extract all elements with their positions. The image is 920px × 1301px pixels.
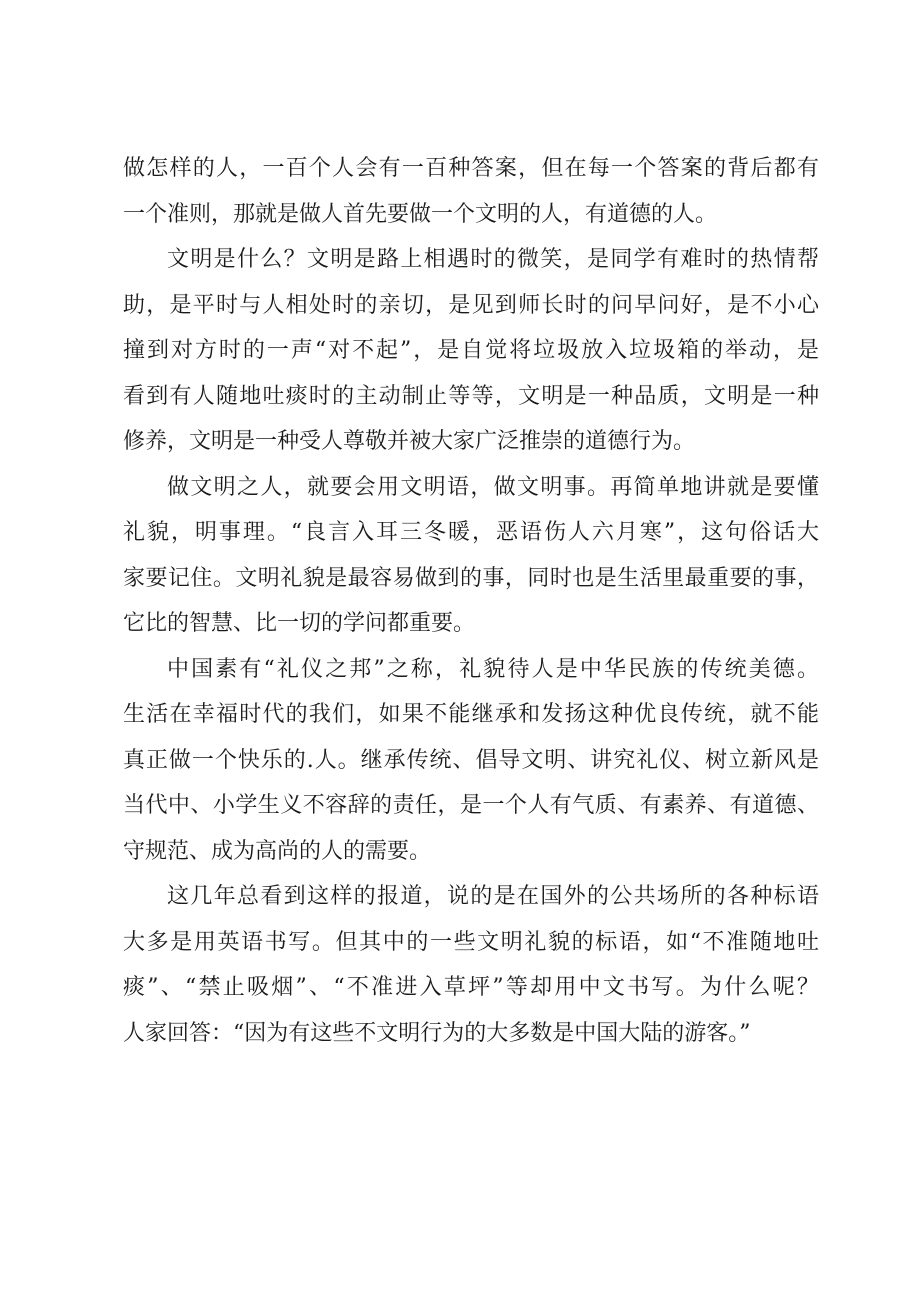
text-line: 文明是什么？文明是路上相遇时的微笑，是同学有难时的热情帮 — [167, 247, 819, 272]
text-line: 中国素有“礼仪之邦”之称，礼貌待人是中华民族的传统美德。 — [167, 656, 819, 682]
text-line: 大多是用英语书写。但其中的一些文明礼貌的标语，如“不准随地吐 — [123, 929, 819, 955]
paragraph-5 — [123, 874, 819, 1056]
text-line: 痰”、“禁止吸烟”、“不准进入草坪”等却用中文书写。为什么呢？ — [123, 975, 819, 1000]
paragraph-1 — [123, 146, 819, 237]
text-line: 人家回答：“因为有这些不文明行为的大多数是中国大陆的游客。” — [123, 1020, 751, 1046]
text-line: 家要记住。文明礼貌是最容易做到的事，同时也是生活里最重要的事， — [123, 565, 819, 591]
text-line: 修养，文明是一种受人尊敬并被大家广泛推崇的道德行为。 — [123, 429, 696, 454]
text-line: 做文明之人，就要会用文明语，做文明事。再简单地讲就是要懂 — [167, 474, 819, 500]
paragraph-4 — [123, 647, 819, 875]
text-line: 礼貌，明事理。“良言入耳三冬暖，恶语伤人六月寒”，这句俗话大 — [123, 520, 819, 545]
document-body — [123, 146, 819, 1056]
text-line: 真正做一个快乐的.人。继承传统、倡导文明、讲究礼仪、树立新风是 — [123, 747, 819, 773]
text-line: 做怎样的人，一百个人会有一百种答案，但在每一个答案的背后都有 — [123, 156, 819, 181]
paragraph-3 — [123, 465, 819, 647]
paragraph-2 — [123, 237, 819, 465]
text-line: 撞到对方时的一声“对不起”，是自觉将垃圾放入垃圾箱的举动，是 — [123, 338, 819, 363]
text-line: 这几年总看到这样的报道，说的是在国外的公共场所的各种标语 — [167, 884, 819, 909]
text-line: 一个准则，那就是做人首先要做一个文明的人，有道德的人。 — [123, 201, 718, 227]
text-line: 看到有人随地吐痰时的主动制止等等，文明是一种品质，文明是一种 — [123, 383, 819, 409]
text-line: 它比的智慧、比一切的学问都重要。 — [123, 611, 476, 636]
text-line: 生活在幸福时代的我们，如果不能继承和发扬这种优良传统，就不能 — [123, 702, 819, 727]
text-line: 助，是平时与人相处时的亲切，是见到师长时的问早问好，是不小心 — [123, 292, 819, 318]
text-line: 当代中、小学生义不容辞的责任，是一个人有气质、有素养、有道德、 — [123, 793, 819, 818]
text-line: 守规范、成为高尚的人的需要。 — [123, 838, 432, 864]
